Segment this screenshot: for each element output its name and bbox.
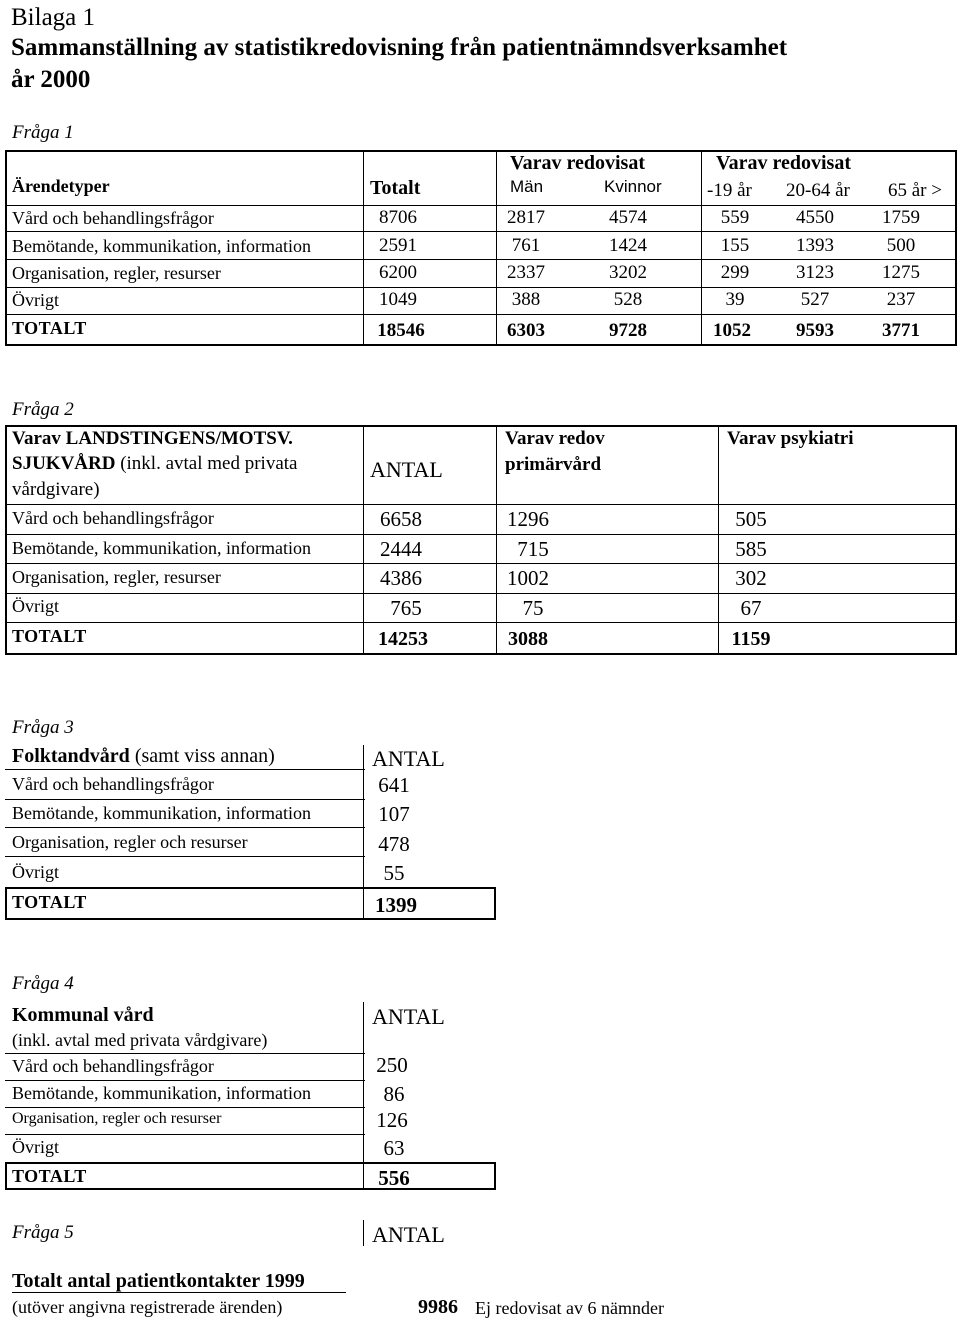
q3-total-label: TOTALT <box>12 892 87 912</box>
doc-subtitle: Bilaga 1 <box>11 4 96 31</box>
q1-label: Fråga 1 <box>12 122 74 143</box>
q1-cell: 155 <box>720 235 750 256</box>
q2-cell: 302 <box>735 566 767 590</box>
q2-row-label: Övrigt <box>12 596 59 616</box>
q1-total-cell: 9593 <box>796 320 834 341</box>
q2-cell: 585 <box>735 537 767 561</box>
q1-col-total: Totalt <box>370 177 421 199</box>
q1-col-men: Män <box>510 177 544 196</box>
q1-cell: 2591 <box>379 235 417 256</box>
q2-cell: 1296 <box>507 507 549 531</box>
q2-label: Fråga 2 <box>12 399 74 420</box>
q4-head-line2: (inkl. avtal med privata vårdgivare) <box>12 1030 268 1050</box>
q4-cell: 86 <box>383 1082 405 1106</box>
q4-label: Fråga 4 <box>12 973 74 994</box>
q2-row-label: Bemötande, kommunikation, information <box>12 538 311 558</box>
q2-cell: 4386 <box>380 566 422 590</box>
q3-col-antal: ANTAL <box>372 746 445 771</box>
q5-head-line2: (utöver angivna registrerade ärenden) <box>12 1297 283 1317</box>
q2-head-line3: vårdgivare) <box>12 479 100 500</box>
q2-cell: 75 <box>522 596 544 620</box>
q5-note: Ej redovisat av 6 nämnder <box>475 1298 664 1318</box>
q1-cell: 1393 <box>796 235 834 256</box>
q1-row-label: Organisation, regler, resurser <box>12 263 221 283</box>
q1-cell: 1759 <box>882 207 920 228</box>
q4-row-label: Organisation, regler och resurser <box>12 1110 222 1127</box>
q1-col-age3: 65 år > <box>888 180 942 201</box>
q1-cell: 2337 <box>507 262 545 283</box>
q1-cell: 39 <box>725 289 745 310</box>
q3-head-rest: (samt viss annan) <box>129 745 275 767</box>
q1-cell: 761 <box>511 235 541 256</box>
q3-head-bold: Folktandvård <box>12 745 130 767</box>
q1-col-type: Ärendetyper <box>12 176 110 196</box>
q2-col-psyk: Varav psykiatri <box>727 428 854 449</box>
q1-cell: 3202 <box>609 262 647 283</box>
q1-row-label: Bemötande, kommunikation, information <box>12 236 311 256</box>
q4-row-label: Övrigt <box>12 1137 59 1157</box>
q2-cell: 505 <box>735 507 767 531</box>
doc-title: Sammanställning av statistikredovisning från patientnämndsverksamhet <box>11 34 788 61</box>
q2-total-label: TOTALT <box>12 626 87 646</box>
q1-total-cell: 3771 <box>882 320 920 341</box>
q2-head-line1: Varav LANDSTINGENS/MOTSV. <box>12 428 293 449</box>
q1-total-cell: 6303 <box>507 320 545 341</box>
q2-total-cell: 14253 <box>378 628 428 650</box>
q1-total-label: TOTALT <box>12 318 87 338</box>
q5-label: Fråga 5 <box>12 1222 74 1243</box>
q1-cell: 1275 <box>882 262 920 283</box>
q1-group-gender: Varav redovisat <box>510 152 645 174</box>
q1-col-age1: -19 år <box>707 180 752 201</box>
q4-cell: 63 <box>383 1136 405 1160</box>
q1-cell: 4574 <box>609 207 647 228</box>
q3-cell: 478 <box>378 832 410 856</box>
q1-cell: 1424 <box>609 235 647 256</box>
q3-label: Fråga 3 <box>12 717 74 738</box>
q1-cell: 559 <box>720 207 750 228</box>
q1-cell: 528 <box>613 289 643 310</box>
q5-head-line1: Totalt antal patientkontakter 1999 <box>12 1270 305 1292</box>
q1-cell: 6200 <box>379 262 417 283</box>
q2-head-bold: SJUKVÅRD <box>12 453 116 474</box>
q3-cell: 641 <box>378 773 410 797</box>
q5-value: 9986 <box>418 1296 458 1318</box>
q2-cell: 6658 <box>380 507 422 531</box>
q1-cell: 299 <box>720 262 750 283</box>
q3-cell: 107 <box>378 802 410 826</box>
q1-group-age: Varav redovisat <box>716 152 851 174</box>
q2-cell: 67 <box>740 596 762 620</box>
q1-col-women: Kvinnor <box>604 177 662 196</box>
q2-col-prim-1: Varav redov <box>505 428 605 449</box>
q4-cell: 126 <box>376 1108 408 1132</box>
q2-cell: 715 <box>517 537 549 561</box>
q1-total-cell: 1052 <box>713 320 751 341</box>
q1-total-cell: 9728 <box>609 320 647 341</box>
q3-row-label: Vård och behandlingsfrågor <box>12 774 214 794</box>
q4-cell: 250 <box>376 1053 408 1077</box>
q2-col-prim-2: primärvård <box>505 454 602 475</box>
q1-cell: 388 <box>511 289 541 310</box>
q1-row-label: Vård och behandlingsfrågor <box>12 208 214 228</box>
q4-row-label: Bemötande, kommunikation, information <box>12 1083 311 1103</box>
q1-cell: 3123 <box>796 262 834 283</box>
q1-row-label: Övrigt <box>12 290 59 310</box>
q2-cell: 765 <box>390 596 422 620</box>
q3-cell: 55 <box>383 861 405 885</box>
q1-cell: 527 <box>800 289 830 310</box>
q4-row-label: Vård och behandlingsfrågor <box>12 1056 214 1076</box>
q4-total-cell: 556 <box>378 1166 410 1190</box>
doc-title-year: år 2000 <box>11 66 91 93</box>
q1-cell: 500 <box>886 235 916 256</box>
q1-cell: 2817 <box>507 207 545 228</box>
q2-cell: 1002 <box>507 566 549 590</box>
q2-total-cell: 1159 <box>731 628 771 650</box>
q4-head-line1: Kommunal vård <box>12 1004 154 1026</box>
q3-row-label: Organisation, regler och resurser <box>12 832 248 852</box>
q2-head-rest: (inkl. avtal med privata <box>115 453 298 474</box>
q3-total-cell: 1399 <box>375 893 417 917</box>
q3-row-label: Bemötande, kommunikation, information <box>12 803 311 823</box>
q1-cell: 8706 <box>379 207 417 228</box>
q4-col-antal: ANTAL <box>372 1004 445 1029</box>
q3-row-label: Övrigt <box>12 862 59 882</box>
q1-cell: 1049 <box>379 289 417 310</box>
q5-col-antal: ANTAL <box>372 1222 445 1247</box>
q4-total-label: TOTALT <box>12 1166 87 1186</box>
q1-cell: 4550 <box>796 207 834 228</box>
q2-cell: 2444 <box>380 537 422 561</box>
q1-total-cell: 18546 <box>377 320 425 341</box>
q2-total-cell: 3088 <box>508 628 548 650</box>
q2-row-label: Organisation, regler, resurser <box>12 567 221 587</box>
q1-cell: 237 <box>886 289 916 310</box>
q2-row-label: Vård och behandlingsfrågor <box>12 508 214 528</box>
q1-col-age2: 20-64 år <box>786 180 850 201</box>
q2-col-antal: ANTAL <box>370 457 443 482</box>
